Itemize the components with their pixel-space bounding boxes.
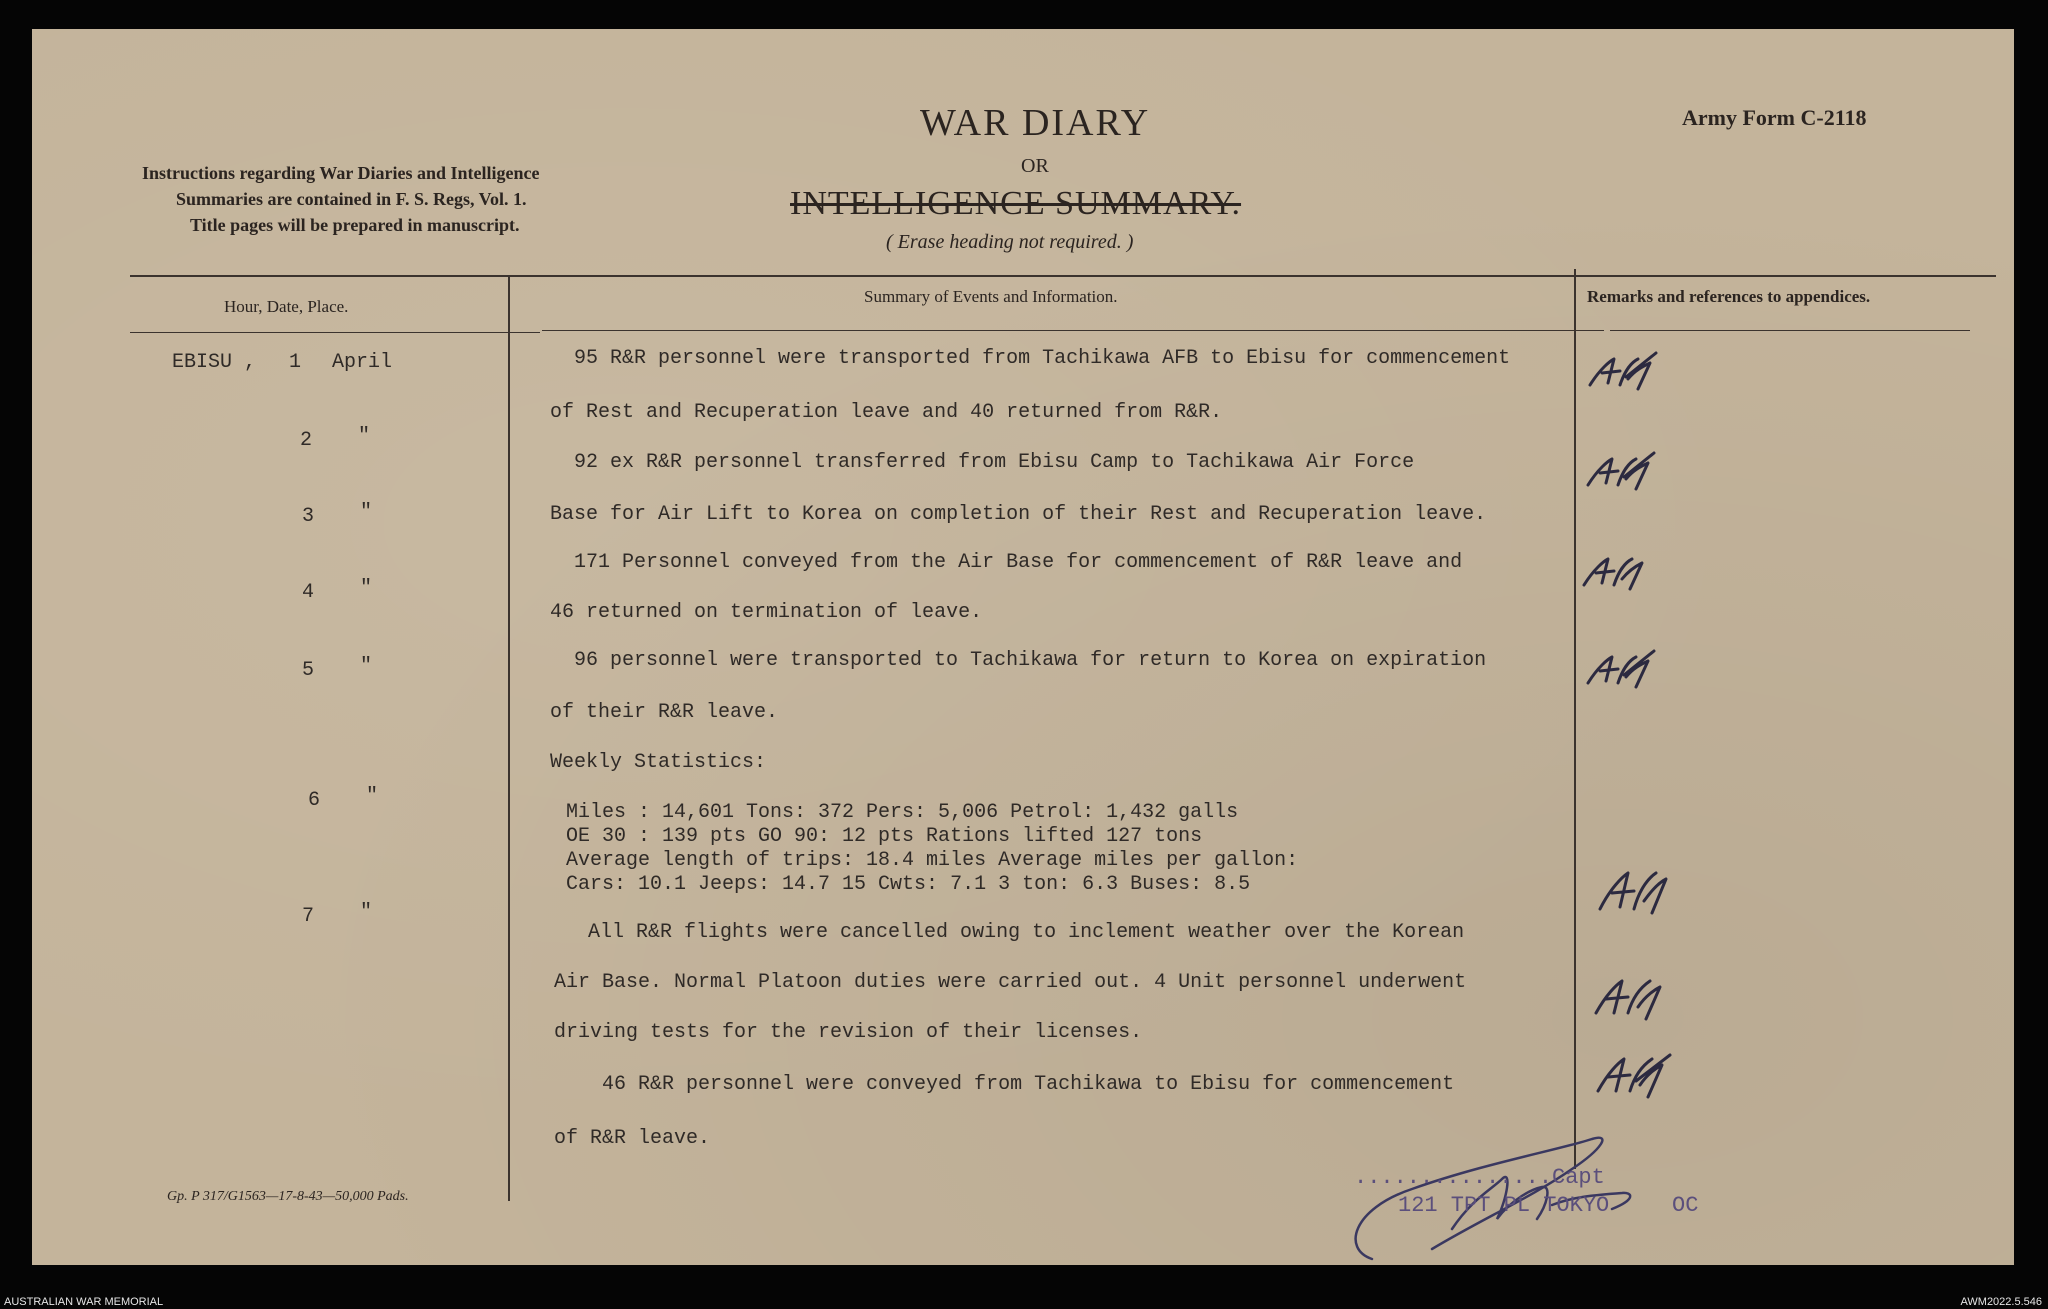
entry-6-line-1: All R&R flights were cancelled owing to inclement weather over the Korean	[588, 921, 1465, 944]
war-diary-page	[32, 29, 2014, 1265]
entry-2-day: 2	[300, 429, 313, 452]
instructions-line-1: Instructions regarding War Diaries and Intelligence	[142, 163, 540, 183]
entry-3-line-2: 46 returned on termination of leave.	[550, 601, 983, 624]
erase-note: ( Erase heading not required. )	[886, 231, 1134, 253]
column-header-hour-date-place: Hour, Date, Place.	[224, 297, 349, 316]
army-form-number: Army Form C-2118	[1682, 105, 1867, 130]
page-subtitle: INTELLIGENCE SUMMARY.	[790, 185, 1242, 222]
entry-7-ditto: "	[360, 901, 373, 924]
table-top-rule	[130, 275, 1996, 277]
stats-line-4: Cars: 10.1 Jeeps: 14.7 15 Cwts: 7.1 3 ton: 6.3 Buses: 8.5	[566, 873, 1251, 896]
entry-5-ditto: "	[360, 655, 373, 678]
entry-3-ditto: "	[360, 501, 373, 524]
entry-1-line-1: 95 R&R personnel were transported from Tachikawa AFB to Ebisu for commencement	[574, 347, 1511, 370]
instructions-line-2: Summaries are contained in F. S. Regs, Vol. 1.	[176, 189, 527, 209]
page-title: WAR DIARY	[920, 102, 1151, 144]
col3-header-rule	[1610, 330, 1970, 331]
entry-1-line-2: of Rest and Recuperation leave and 40 returned from R&R.	[550, 401, 1223, 424]
entry-2-ditto: "	[358, 425, 371, 448]
entry-2-line-1: 92 ex R&R personnel transferred from Ebisu Camp to Tachikawa Air Force	[574, 451, 1415, 474]
entry-3-line-1: 171 Personnel conveyed from the Air Base for commencement of R&R leave and	[574, 551, 1463, 574]
entry-4-ditto: "	[360, 577, 373, 600]
entry-7-line-1: 46 R&R personnel were conveyed from Tachikawa to Ebisu for commencement	[602, 1073, 1455, 1096]
entry-4-line-2: of their R&R leave.	[550, 701, 779, 724]
stats-line-1: Miles : 14,601 Tons: 372 Pers: 5,006 Petrol: 1,432 galls	[566, 801, 1239, 824]
col2-divider	[1574, 269, 1576, 1169]
signature-role: OC	[1672, 1193, 1699, 1218]
stats-line-2: OE 30 : 139 pts GO 90: 12 pts Rations lifted 127 tons	[566, 825, 1203, 848]
entry-6-ditto: "	[366, 785, 379, 808]
weekly-statistics-heading: Weekly Statistics:	[550, 751, 767, 774]
entry-3-day: 3	[302, 505, 315, 528]
entry-1-day: 1	[289, 351, 302, 374]
signature-unit-stamp: 121 TPT PL TOKYO	[1398, 1193, 1610, 1218]
column-header-summary: Summary of Events and Information.	[864, 287, 1118, 306]
entry-4-day: 4	[302, 581, 315, 604]
col1-divider	[508, 277, 510, 1201]
entry-1-month: April	[332, 351, 393, 374]
entry-6-line-3: driving tests for the revision of their licenses.	[554, 1021, 1143, 1044]
entry-7-day: 7	[302, 905, 315, 928]
column-header-remarks: Remarks and references to appendices.	[1587, 287, 1871, 306]
title-or: OR	[1021, 155, 1049, 177]
entry-2-line-2: Base for Air Lift to Korea on completion of their Rest and Recuperation leave.	[550, 503, 1487, 526]
entry-7-line-2: of R&R leave.	[554, 1127, 711, 1150]
entry-5-day: 5	[302, 659, 315, 682]
stats-line-3: Average length of trips: 18.4 miles Average miles per gallon:	[566, 849, 1299, 872]
entry-6-line-2: Air Base. Normal Platoon duties were carried out. 4 Unit personnel underwent	[554, 971, 1467, 994]
entry-6-day: 6	[308, 789, 321, 812]
col1-header-rule	[130, 332, 540, 333]
entry-4-line-1: 96 personnel were transported to Tachikawa for return to Korea on expiration	[574, 649, 1487, 672]
col2-header-rule	[542, 330, 1604, 331]
instructions-line-3: Title pages will be prepared in manuscript.	[190, 215, 520, 235]
place-name: EBISU ,	[172, 351, 257, 374]
remarks-initials-icon	[1580, 349, 1670, 909]
signature-rank: ...............Capt	[1354, 1165, 1605, 1190]
archive-caption-left: AUSTRALIAN WAR MEMORIAL	[4, 1296, 164, 1308]
archive-caption-right: AWM2022.5.546	[1960, 1296, 2042, 1308]
form-print-reference: Gp. P 317/G1563—17-8-43—50,000 Pads.	[167, 1189, 409, 1204]
